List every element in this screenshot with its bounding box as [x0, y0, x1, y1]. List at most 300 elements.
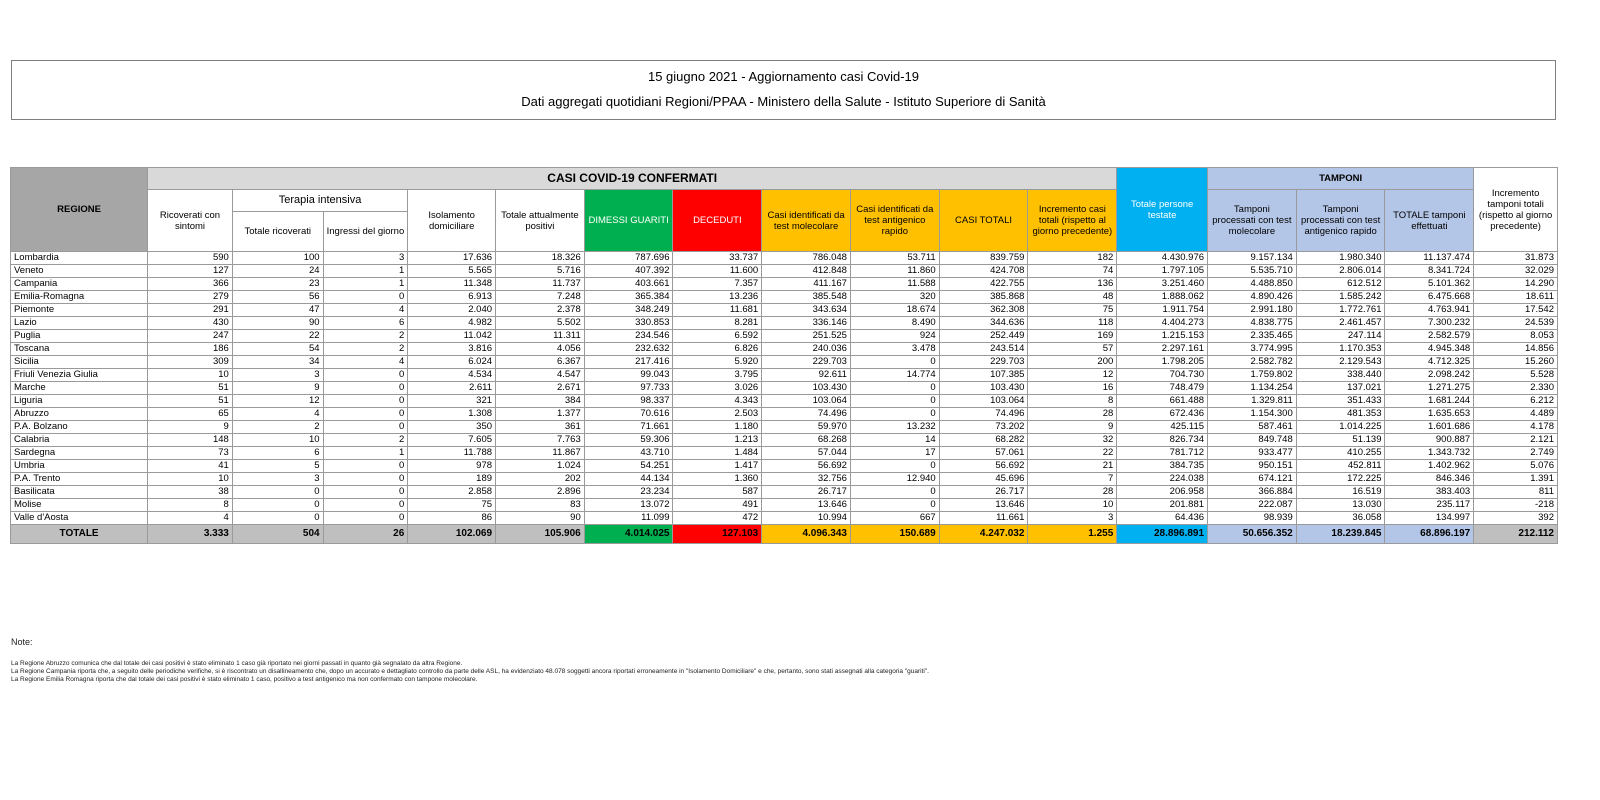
cell-incremento-casi: 74 — [1028, 265, 1117, 278]
cell-casi-molecolare: 786.048 — [762, 252, 851, 265]
cell-tamponi-molecolare: 587.461 — [1208, 421, 1297, 434]
cell-casi-totali: 57.061 — [939, 447, 1028, 460]
cell-tamponi-antigenico: 51.139 — [1296, 434, 1385, 447]
cell-casi-antigenico: 14 — [850, 434, 939, 447]
cell-tamponi-antigenico: 16.519 — [1296, 486, 1385, 499]
cell-incremento-casi: 22 — [1028, 447, 1117, 460]
cell-ricoverati: 366 — [148, 278, 233, 291]
cell-tamponi-totale: 1.601.686 — [1385, 421, 1474, 434]
cell-tamponi-totale: 383.403 — [1385, 486, 1474, 499]
cell-casi-molecolare: 59.970 — [762, 421, 851, 434]
report-title-box — [11, 60, 1556, 120]
note-line: La Regione Emilia Romagna riporta che dal totale dei casi positivi è stato eliminato 1 caso, positivo a test antigenico ma non confermato con tampone molecolare. — [11, 676, 478, 683]
cell-ti-ingressi: 0 — [323, 395, 408, 408]
cell-attualmente-positivi: 4.056 — [496, 343, 585, 356]
cell-incremento-casi: 28 — [1028, 408, 1117, 421]
cell-ti-ingressi: 2 — [323, 343, 408, 356]
cell-tamponi-molecolare: 9.157.134 — [1208, 252, 1297, 265]
header-incremento-casi: Incremento casi totali (rispetto al giorno precedente) — [1028, 190, 1117, 252]
cell-isolamento: 11.788 — [408, 447, 496, 460]
cell-incremento-casi: 200 — [1028, 356, 1117, 369]
table-row — [11, 317, 1558, 330]
cell-casi-antigenico: 320 — [850, 291, 939, 304]
cell-casi-antigenico: 0 — [850, 408, 939, 421]
cell-region: Toscana — [11, 343, 148, 356]
cell-isolamento: 11.042 — [408, 330, 496, 343]
cell-incremento-tamponi: 811 — [1474, 486, 1558, 499]
cell-casi-totali: 68.282 — [939, 434, 1028, 447]
cell-tamponi-totale: 1.402.962 — [1385, 460, 1474, 473]
table-row — [11, 304, 1558, 317]
total-deceduti: 127.103 — [673, 525, 762, 544]
cell-region: P.A. Bolzano — [11, 421, 148, 434]
table-row — [11, 447, 1558, 460]
cell-ti-ingressi: 0 — [323, 291, 408, 304]
cell-casi-antigenico: 0 — [850, 395, 939, 408]
table-row — [11, 460, 1558, 473]
cell-dimessi-guariti: 54.251 — [584, 460, 673, 473]
total-row — [11, 525, 1558, 544]
cell-attualmente-positivi: 11.737 — [496, 278, 585, 291]
cell-ricoverati: 279 — [148, 291, 233, 304]
cell-persone-testate: 64.436 — [1117, 512, 1208, 525]
cell-persone-testate: 3.251.460 — [1117, 278, 1208, 291]
cell-casi-molecolare: 412.848 — [762, 265, 851, 278]
cell-ti-totale: 3 — [232, 473, 323, 486]
cell-casi-molecolare: 13.646 — [762, 499, 851, 512]
cell-casi-antigenico: 667 — [850, 512, 939, 525]
cell-tamponi-molecolare: 222.087 — [1208, 499, 1297, 512]
cell-attualmente-positivi: 361 — [496, 421, 585, 434]
cell-incremento-casi: 3 — [1028, 512, 1117, 525]
cell-casi-molecolare: 103.064 — [762, 395, 851, 408]
cell-ti-totale: 56 — [232, 291, 323, 304]
cell-incremento-casi: 9 — [1028, 421, 1117, 434]
cell-deceduti: 7.357 — [673, 278, 762, 291]
cell-region: Abruzzo — [11, 408, 148, 421]
cell-persone-testate: 672.436 — [1117, 408, 1208, 421]
total-ti-ingressi: 26 — [323, 525, 408, 544]
cell-casi-molecolare: 26.717 — [762, 486, 851, 499]
cell-deceduti: 11.600 — [673, 265, 762, 278]
cell-ti-totale: 6 — [232, 447, 323, 460]
cell-ti-ingressi: 0 — [323, 499, 408, 512]
cell-incremento-tamponi: 8.053 — [1474, 330, 1558, 343]
cell-casi-molecolare: 336.146 — [762, 317, 851, 330]
cell-tamponi-molecolare: 1.154.300 — [1208, 408, 1297, 421]
cell-isolamento: 321 — [408, 395, 496, 408]
cell-region: Molise — [11, 499, 148, 512]
cell-region: Calabria — [11, 434, 148, 447]
table-row — [11, 252, 1558, 265]
cell-casi-antigenico: 11.860 — [850, 265, 939, 278]
cell-ti-totale: 0 — [232, 486, 323, 499]
cell-tamponi-totale: 235.117 — [1385, 499, 1474, 512]
cell-deceduti: 1.180 — [673, 421, 762, 434]
cell-ti-totale: 12 — [232, 395, 323, 408]
cell-ti-ingressi: 3 — [323, 252, 408, 265]
cell-tamponi-totale: 2.582.579 — [1385, 330, 1474, 343]
cell-ti-ingressi: 4 — [323, 356, 408, 369]
cell-dimessi-guariti: 234.546 — [584, 330, 673, 343]
cell-region: Puglia — [11, 330, 148, 343]
cell-casi-totali: 103.430 — [939, 382, 1028, 395]
cell-incremento-tamponi: 4.178 — [1474, 421, 1558, 434]
cell-casi-totali: 74.496 — [939, 408, 1028, 421]
cell-deceduti: 13.236 — [673, 291, 762, 304]
cell-isolamento: 3.816 — [408, 343, 496, 356]
cell-ricoverati: 41 — [148, 460, 233, 473]
cell-isolamento: 4.534 — [408, 369, 496, 382]
cell-isolamento: 11.348 — [408, 278, 496, 291]
cell-isolamento: 1.308 — [408, 408, 496, 421]
cell-casi-molecolare: 385.548 — [762, 291, 851, 304]
cell-isolamento: 4.982 — [408, 317, 496, 330]
cell-deceduti: 11.681 — [673, 304, 762, 317]
cell-tamponi-totale: 7.300.232 — [1385, 317, 1474, 330]
cell-casi-molecolare: 103.430 — [762, 382, 851, 395]
total-dimessi-guariti: 4.014.025 — [584, 525, 673, 544]
cell-casi-antigenico: 12.940 — [850, 473, 939, 486]
cell-ricoverati: 65 — [148, 408, 233, 421]
cell-deceduti: 5.920 — [673, 356, 762, 369]
cell-region: Lazio — [11, 317, 148, 330]
table-row — [11, 486, 1558, 499]
total-attualmente-positivi: 105.906 — [496, 525, 585, 544]
cell-tamponi-antigenico: 13.030 — [1296, 499, 1385, 512]
cell-ricoverati: 8 — [148, 499, 233, 512]
cell-isolamento: 2.858 — [408, 486, 496, 499]
cell-casi-totali: 11.661 — [939, 512, 1028, 525]
header-attualmente-positivi: Totale attualmente positivi — [496, 190, 585, 252]
cell-ti-totale: 100 — [232, 252, 323, 265]
header-tamponi: TAMPONI — [1208, 168, 1474, 190]
cell-incremento-tamponi: 14.290 — [1474, 278, 1558, 291]
cell-casi-molecolare: 92.611 — [762, 369, 851, 382]
cell-tamponi-totale: 900.887 — [1385, 434, 1474, 447]
cell-casi-antigenico: 0 — [850, 356, 939, 369]
cell-tamponi-molecolare: 366.884 — [1208, 486, 1297, 499]
cell-dimessi-guariti: 59.306 — [584, 434, 673, 447]
cell-region: Sicilia — [11, 356, 148, 369]
cell-incremento-casi: 16 — [1028, 382, 1117, 395]
cell-ti-ingressi: 1 — [323, 447, 408, 460]
cell-casi-totali: 839.759 — [939, 252, 1028, 265]
cell-tamponi-molecolare: 4.488.850 — [1208, 278, 1297, 291]
header-tamponi-antigenico: Tamponi processati con test antigenico rapido — [1296, 190, 1385, 252]
cell-persone-testate: 2.297.161 — [1117, 343, 1208, 356]
report-title: 15 giugno 2021 - Aggiornamento casi Covid-19 — [647, 69, 919, 84]
cell-deceduti: 6.592 — [673, 330, 762, 343]
cell-incremento-tamponi: 31.873 — [1474, 252, 1558, 265]
cell-tamponi-molecolare: 5.535.710 — [1208, 265, 1297, 278]
cell-persone-testate: 201.881 — [1117, 499, 1208, 512]
cell-tamponi-molecolare: 1.134.254 — [1208, 382, 1297, 395]
total-ricoverati: 3.333 — [148, 525, 233, 544]
cell-dimessi-guariti: 23.234 — [584, 486, 673, 499]
header-regione: REGIONE — [11, 168, 148, 252]
cell-casi-totali: 385.868 — [939, 291, 1028, 304]
cell-tamponi-totale: 5.101.362 — [1385, 278, 1474, 291]
cell-attualmente-positivi: 18.326 — [496, 252, 585, 265]
cell-casi-totali: 252.449 — [939, 330, 1028, 343]
cell-ti-ingressi: 0 — [323, 382, 408, 395]
cell-persone-testate: 206.958 — [1117, 486, 1208, 499]
total-casi-antigenico: 150.689 — [850, 525, 939, 544]
total-incremento-casi: 1.255 — [1028, 525, 1117, 544]
cell-incremento-tamponi: 14.856 — [1474, 343, 1558, 356]
cell-region: Valle d'Aosta — [11, 512, 148, 525]
table-row — [11, 473, 1558, 486]
cell-isolamento: 2.611 — [408, 382, 496, 395]
cell-dimessi-guariti: 403.661 — [584, 278, 673, 291]
cell-tamponi-antigenico: 1.014.225 — [1296, 421, 1385, 434]
total-incremento-tamponi: 212.112 — [1474, 525, 1558, 544]
cell-tamponi-molecolare: 4.838.775 — [1208, 317, 1297, 330]
cell-dimessi-guariti: 43.710 — [584, 447, 673, 460]
cell-dimessi-guariti: 44.134 — [584, 473, 673, 486]
cell-ti-ingressi: 0 — [323, 369, 408, 382]
cell-tamponi-totale: 2.098.242 — [1385, 369, 1474, 382]
cell-casi-molecolare: 251.525 — [762, 330, 851, 343]
cell-tamponi-molecolare: 950.151 — [1208, 460, 1297, 473]
cell-persone-testate: 781.712 — [1117, 447, 1208, 460]
cell-isolamento: 189 — [408, 473, 496, 486]
cell-dimessi-guariti: 99.043 — [584, 369, 673, 382]
cell-incremento-casi: 21 — [1028, 460, 1117, 473]
cell-casi-totali: 424.708 — [939, 265, 1028, 278]
cell-tamponi-antigenico: 612.512 — [1296, 278, 1385, 291]
covid-data-table — [10, 167, 1558, 544]
cell-attualmente-positivi: 7.248 — [496, 291, 585, 304]
cell-ti-ingressi: 6 — [323, 317, 408, 330]
cell-attualmente-positivi: 4.547 — [496, 369, 585, 382]
cell-incremento-tamponi: 32.029 — [1474, 265, 1558, 278]
cell-tamponi-antigenico: 338.440 — [1296, 369, 1385, 382]
cell-ti-totale: 54 — [232, 343, 323, 356]
cell-attualmente-positivi: 1.024 — [496, 460, 585, 473]
table-row — [11, 265, 1558, 278]
cell-incremento-tamponi: 4.489 — [1474, 408, 1558, 421]
report-subtitle: Dati aggregati quotidiani Regioni/PPAA - Ministero della Salute - Istituto Superiore di Sanità — [521, 94, 1046, 109]
cell-tamponi-totale: 8.341.724 — [1385, 265, 1474, 278]
cell-incremento-tamponi: 2.749 — [1474, 447, 1558, 460]
cell-persone-testate: 4.404.273 — [1117, 317, 1208, 330]
cell-ricoverati: 38 — [148, 486, 233, 499]
cell-tamponi-totale: 1.271.275 — [1385, 382, 1474, 395]
cell-incremento-casi: 28 — [1028, 486, 1117, 499]
notes-section — [11, 638, 1561, 684]
cell-incremento-tamponi: 392 — [1474, 512, 1558, 525]
cell-isolamento: 7.605 — [408, 434, 496, 447]
cell-ti-totale: 23 — [232, 278, 323, 291]
cell-persone-testate: 826.734 — [1117, 434, 1208, 447]
cell-casi-antigenico: 0 — [850, 460, 939, 473]
cell-region: Marche — [11, 382, 148, 395]
header-ricoverati: Ricoverati con sintomi — [148, 190, 233, 252]
cell-tamponi-totale: 1.635.653 — [1385, 408, 1474, 421]
cell-casi-molecolare: 411.167 — [762, 278, 851, 291]
cell-incremento-casi: 7 — [1028, 473, 1117, 486]
cell-deceduti: 33.737 — [673, 252, 762, 265]
total-region: TOTALE — [11, 525, 148, 544]
cell-ricoverati: 590 — [148, 252, 233, 265]
cell-incremento-casi: 10 — [1028, 499, 1117, 512]
cell-incremento-tamponi: 17.542 — [1474, 304, 1558, 317]
cell-tamponi-antigenico: 1.170.353 — [1296, 343, 1385, 356]
cell-tamponi-totale: 1.681.244 — [1385, 395, 1474, 408]
cell-casi-antigenico: 11.588 — [850, 278, 939, 291]
cell-incremento-casi: 118 — [1028, 317, 1117, 330]
cell-ricoverati: 51 — [148, 395, 233, 408]
cell-attualmente-positivi: 5.502 — [496, 317, 585, 330]
cell-casi-antigenico: 13.232 — [850, 421, 939, 434]
cell-tamponi-antigenico: 1.772.761 — [1296, 304, 1385, 317]
cell-region: Basilicata — [11, 486, 148, 499]
cell-casi-molecolare: 56.692 — [762, 460, 851, 473]
cell-ti-ingressi: 1 — [323, 265, 408, 278]
cell-casi-totali: 362.308 — [939, 304, 1028, 317]
cell-deceduti: 8.281 — [673, 317, 762, 330]
cell-tamponi-totale: 6.475.668 — [1385, 291, 1474, 304]
cell-ti-ingressi: 0 — [323, 408, 408, 421]
cell-tamponi-totale: 11.137.474 — [1385, 252, 1474, 265]
cell-casi-totali: 243.514 — [939, 343, 1028, 356]
cell-casi-antigenico: 53.711 — [850, 252, 939, 265]
total-casi-molecolare: 4.096.343 — [762, 525, 851, 544]
cell-tamponi-molecolare: 674.121 — [1208, 473, 1297, 486]
cell-attualmente-positivi: 11.867 — [496, 447, 585, 460]
cell-attualmente-positivi: 1.377 — [496, 408, 585, 421]
cell-ti-ingressi: 0 — [323, 473, 408, 486]
cell-ricoverati: 430 — [148, 317, 233, 330]
cell-casi-antigenico: 18.674 — [850, 304, 939, 317]
cell-deceduti: 2.503 — [673, 408, 762, 421]
cell-incremento-tamponi: 24.539 — [1474, 317, 1558, 330]
table-row — [11, 356, 1558, 369]
cell-casi-totali: 26.717 — [939, 486, 1028, 499]
cell-tamponi-molecolare: 2.991.180 — [1208, 304, 1297, 317]
cell-casi-totali: 73.202 — [939, 421, 1028, 434]
header-incremento-tamponi: Incremento tamponi totali (rispetto al giorno precedente) — [1474, 168, 1558, 252]
cell-tamponi-antigenico: 36.058 — [1296, 512, 1385, 525]
cell-ti-ingressi: 4 — [323, 304, 408, 317]
cell-incremento-casi: 136 — [1028, 278, 1117, 291]
cell-dimessi-guariti: 98.337 — [584, 395, 673, 408]
table-row — [11, 408, 1558, 421]
cell-attualmente-positivi: 2.896 — [496, 486, 585, 499]
cell-casi-totali: 107.385 — [939, 369, 1028, 382]
cell-attualmente-positivi: 11.311 — [496, 330, 585, 343]
cell-casi-totali: 56.692 — [939, 460, 1028, 473]
cell-casi-totali: 344.636 — [939, 317, 1028, 330]
total-persone-testate: 28.896.891 — [1117, 525, 1208, 544]
header-tamponi-molecolare: Tamponi processati con test molecolare — [1208, 190, 1297, 252]
cell-casi-totali: 422.755 — [939, 278, 1028, 291]
cell-ti-totale: 9 — [232, 382, 323, 395]
header-ti-totale: Totale ricoverati — [232, 212, 323, 252]
cell-dimessi-guariti: 407.392 — [584, 265, 673, 278]
total-tamponi-antigenico: 18.239.845 — [1296, 525, 1385, 544]
cell-tamponi-antigenico: 481.353 — [1296, 408, 1385, 421]
cell-ricoverati: 127 — [148, 265, 233, 278]
cell-isolamento: 6.024 — [408, 356, 496, 369]
cell-casi-molecolare: 57.044 — [762, 447, 851, 460]
cell-dimessi-guariti: 97.733 — [584, 382, 673, 395]
cell-deceduti: 491 — [673, 499, 762, 512]
cell-tamponi-antigenico: 172.225 — [1296, 473, 1385, 486]
cell-region: Umbria — [11, 460, 148, 473]
cell-region: Emilia-Romagna — [11, 291, 148, 304]
table-row — [11, 369, 1558, 382]
cell-ti-totale: 47 — [232, 304, 323, 317]
total-casi-totali: 4.247.032 — [939, 525, 1028, 544]
cell-incremento-tamponi: -218 — [1474, 499, 1558, 512]
header-ti-ingressi: Ingressi del giorno — [323, 212, 408, 252]
cell-tamponi-molecolare: 1.759.802 — [1208, 369, 1297, 382]
cell-tamponi-antigenico: 452.811 — [1296, 460, 1385, 473]
cell-incremento-casi: 182 — [1028, 252, 1117, 265]
cell-incremento-tamponi: 5.528 — [1474, 369, 1558, 382]
cell-ti-ingressi: 0 — [323, 486, 408, 499]
cell-dimessi-guariti: 11.099 — [584, 512, 673, 525]
cell-tamponi-molecolare: 2.335.465 — [1208, 330, 1297, 343]
notes-label: Note: — [11, 637, 33, 647]
cell-deceduti: 1.484 — [673, 447, 762, 460]
cell-ricoverati: 51 — [148, 382, 233, 395]
cell-persone-testate: 224.038 — [1117, 473, 1208, 486]
cell-tamponi-molecolare: 1.329.811 — [1208, 395, 1297, 408]
header-dimessi-guariti: DIMESSI GUARITI — [584, 190, 673, 252]
cell-attualmente-positivi: 5.716 — [496, 265, 585, 278]
cell-persone-testate: 1.888.062 — [1117, 291, 1208, 304]
cell-isolamento: 17.636 — [408, 252, 496, 265]
cell-incremento-casi: 8 — [1028, 395, 1117, 408]
cell-persone-testate: 425.115 — [1117, 421, 1208, 434]
cell-dimessi-guariti: 787.696 — [584, 252, 673, 265]
header-isolamento: Isolamento domiciliare — [408, 190, 496, 252]
header-casi-molecolare: Casi identificati da test molecolare — [762, 190, 851, 252]
cell-deceduti: 6.826 — [673, 343, 762, 356]
cell-persone-testate: 1.798.205 — [1117, 356, 1208, 369]
table-row — [11, 434, 1558, 447]
cell-region: Lombardia — [11, 252, 148, 265]
cell-attualmente-positivi: 202 — [496, 473, 585, 486]
cell-casi-antigenico: 0 — [850, 486, 939, 499]
cell-region: P.A. Trento — [11, 473, 148, 486]
cell-casi-antigenico: 8.490 — [850, 317, 939, 330]
total-ti-totale: 504 — [232, 525, 323, 544]
total-isolamento: 102.069 — [408, 525, 496, 544]
cell-tamponi-antigenico: 2.806.014 — [1296, 265, 1385, 278]
cell-incremento-casi: 169 — [1028, 330, 1117, 343]
cell-deceduti: 3.795 — [673, 369, 762, 382]
cell-isolamento: 2.040 — [408, 304, 496, 317]
cell-tamponi-antigenico: 1.585.242 — [1296, 291, 1385, 304]
cell-dimessi-guariti: 13.072 — [584, 499, 673, 512]
cell-deceduti: 3.026 — [673, 382, 762, 395]
cell-dimessi-guariti: 217.416 — [584, 356, 673, 369]
cell-incremento-tamponi: 6.212 — [1474, 395, 1558, 408]
cell-region: Veneto — [11, 265, 148, 278]
cell-deceduti: 1.360 — [673, 473, 762, 486]
header-casi-antigenico: Casi identificati da test antigenico rapido — [850, 190, 939, 252]
cell-isolamento: 6.913 — [408, 291, 496, 304]
cell-ti-totale: 34 — [232, 356, 323, 369]
cell-isolamento: 75 — [408, 499, 496, 512]
cell-attualmente-positivi: 7.763 — [496, 434, 585, 447]
cell-tamponi-totale: 1.343.732 — [1385, 447, 1474, 460]
